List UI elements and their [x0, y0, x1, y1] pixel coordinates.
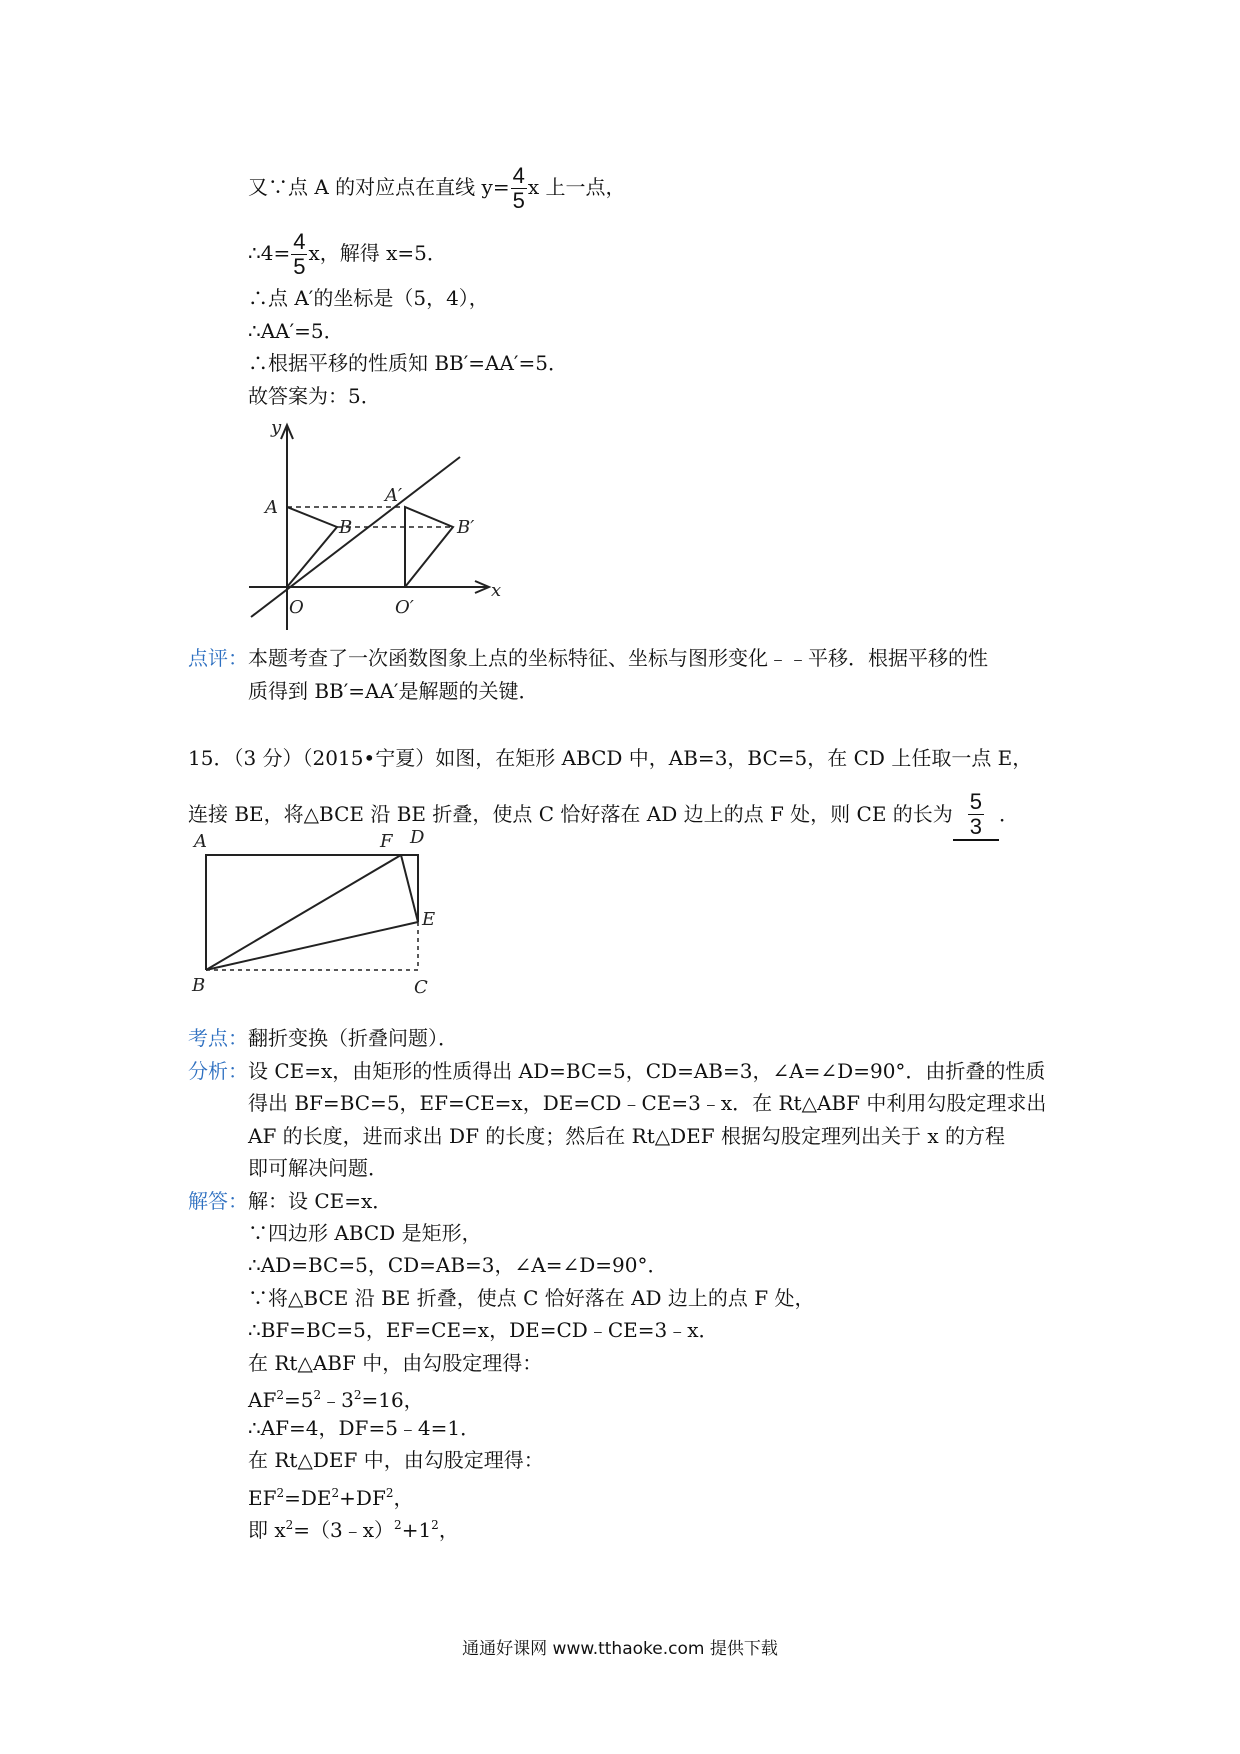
fenxi-label: 分析： — [188, 1059, 248, 1083]
label-x: x — [491, 580, 502, 601]
label-B: B — [339, 517, 353, 538]
jieda-line-7: $AF^2=5^2﹣3^2=16$， — [248, 1388, 424, 1412]
jieda-label: 解答： — [188, 1189, 248, 1213]
fraction: $\frac{4}{5}$ — [512, 163, 525, 213]
jieda-line-5: ∴BF=BC=5，EF=CE=x，DE=CD﹣CE=3﹣x． — [248, 1318, 719, 1342]
fenxi-line-2: 得出 BF=BC=5，EF=CE=x，DE=CD﹣CE=3﹣x．在 Rt△ABF 中利用勾股定理求出 — [248, 1091, 1047, 1115]
triangle-OpApBp — [405, 507, 453, 587]
label-C: C — [414, 977, 428, 998]
jieda-line-3: ∴AD=BC=5，CD=AB=3，∠A=∠D=90°． — [248, 1253, 668, 1277]
jieda-line-10: $EF^2=DE^2+DF^2$， — [248, 1486, 414, 1510]
line-y-4-5x — [251, 457, 460, 617]
label-E: E — [422, 909, 436, 930]
rectangle-top-left — [206, 855, 418, 970]
jieda-line-8: ∴AF=4，DF=5﹣4=1． — [248, 1416, 481, 1440]
comment-line-1: 点评：本题考查了一次函数图象上点的坐标特征、坐标与图形变化﹣﹣平移．根据平移的性 — [188, 646, 988, 670]
label-A-prime: A′ — [385, 485, 403, 506]
fenxi-line-4: 即可解决问题． — [248, 1156, 388, 1180]
label-F: F — [380, 831, 393, 852]
kaodian-label: 考点： — [188, 1026, 248, 1050]
jieda-line-2: ∵四边形 ABCD 是矩形， — [248, 1221, 482, 1245]
label-B: B — [192, 975, 206, 996]
comment-label: 点评： — [188, 646, 248, 670]
label-O-prime: O′ — [395, 597, 414, 618]
label-A: A — [194, 831, 207, 852]
text: x 上一点， — [527, 175, 626, 199]
jieda-line-11: 即 $x^2=(3﹣x)^2+1^2$， — [248, 1518, 459, 1542]
solution-line-4: ∴AA′=5． — [248, 319, 344, 343]
solution-line-3: ∴点 A′的坐标是（5，4）， — [248, 286, 489, 310]
footer-text: 通通好课网 www.tthaoke.com 提供下载 — [462, 1639, 778, 1659]
rectangle-figure — [188, 825, 448, 1000]
fenxi-line-1: 分析：设 CE=x，由矩形的性质得出 AD=BC=5，CD=AB=3，∠A=∠D=90°．由折叠的性质 — [188, 1059, 1046, 1083]
label-O: O — [289, 597, 304, 618]
fraction: $\frac{4}{5}$ — [293, 229, 306, 279]
jieda-line-1: 解答：解：设 CE=x． — [188, 1189, 393, 1213]
coordinate-figure — [245, 415, 525, 635]
jieda-line-4: ∵将△BCE 沿 BE 折叠，使点 C 恰好落在 AD 边上的点 F 处， — [248, 1286, 815, 1310]
comment-line-2: 质得到 BB′=AA′是解题的关键． — [248, 679, 539, 703]
kaodian-line: 考点：翻折变换（折叠问题）． — [188, 1026, 458, 1050]
answer-blank — [953, 790, 999, 841]
answer-fraction: $\frac{5}{3}$ — [969, 789, 983, 839]
problem-15-line-1: 15．（3 分）（2015•宁夏）如图，在矩形 ABCD 中，AB=3，BC=5，在 CD 上任取一点 E， — [188, 746, 1033, 770]
jieda-line-6: 在 Rt△ABF 中，由勾股定理得： — [248, 1351, 543, 1375]
text: 又∵点 A 的对应点在直线 y= — [248, 175, 510, 199]
label-A: A — [265, 497, 278, 518]
fenxi-line-3: AF 的长度，进而求出 DF 的长度；然后在 Rt△DEF 根据勾股定理列出关于 x 的方程 — [248, 1124, 1006, 1148]
solution-line-1 — [248, 164, 625, 213]
segment-BF — [206, 855, 401, 970]
segment-FE — [401, 855, 418, 922]
problem-15-line-2: 连接 BE，将△BCE 沿 BE 折叠，使点 C 恰好落在 AD 边上的点 F 处，则 CE 的长为 $\frac{5}{3}$ ． — [188, 789, 1020, 839]
solution-line-2: ∴4= $\frac{4}{5}$ x，解得 x=5． — [248, 229, 447, 279]
triangle-OAB — [287, 507, 337, 587]
label-D: D — [410, 827, 425, 848]
jieda-line-9: 在 Rt△DEF 中，由勾股定理得： — [248, 1448, 544, 1472]
segment-BE — [206, 922, 418, 970]
solution-line-5: ∴根据平移的性质知 BB′=AA′=5． — [248, 351, 568, 375]
label-B-prime: B′ — [457, 517, 475, 538]
solution-line-6: 故答案为：5． — [248, 384, 381, 408]
label-y: y — [271, 417, 282, 438]
